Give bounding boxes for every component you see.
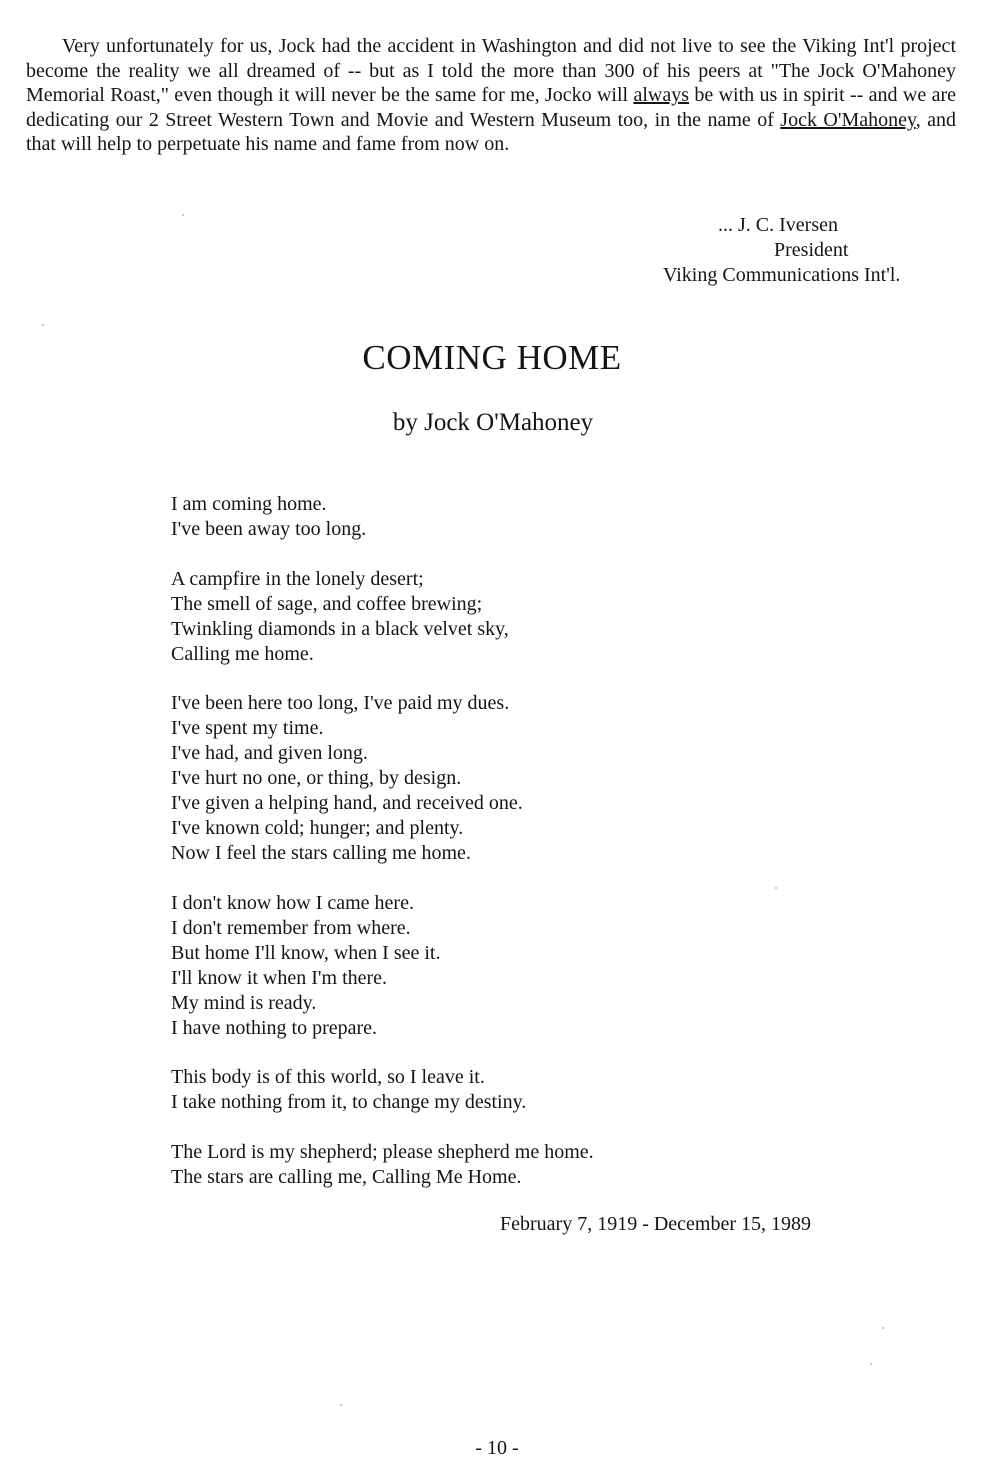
poem-body — [171, 492, 811, 1214]
scan-speck — [775, 887, 777, 889]
poem-stanza — [171, 691, 811, 866]
life-dates: February 7, 1919 - December 15, 1989 — [500, 1213, 812, 1235]
scan-speck — [882, 1327, 884, 1329]
poem-line: I have nothing to prepare. — [171, 1016, 378, 1039]
poem-line: I've spent my time. — [171, 717, 324, 739]
poem-line: I've hurt no one, or thing, by design. — [171, 767, 462, 789]
scan-speck — [340, 1404, 342, 1406]
poem-line: The stars are calling me, Calling Me Home. — [171, 1165, 522, 1188]
poem-stanza — [171, 567, 811, 667]
poem-stanza — [171, 1140, 811, 1190]
poem-line: I've been away too long. — [171, 518, 367, 540]
poem-stanza — [171, 492, 811, 542]
scan-speck — [182, 214, 184, 216]
intro-paragraph — [26, 34, 956, 157]
poem-title: COMING HOME — [362, 338, 622, 377]
page-number: - 10 - — [475, 1437, 519, 1459]
poem-line: A campfire in the lonely desert; — [171, 567, 424, 590]
poem-line: Now I feel the stars calling me home. — [171, 842, 471, 864]
intro-text-2: be with us in spirit -- and we are dedicating our 2 Street Western Town and Movie and Western Museum too, in the name of — [26, 84, 956, 131]
poem-line: But home I'll know, when I see it. — [171, 941, 441, 964]
poem-line: My mind is ready. — [171, 991, 317, 1014]
poem-line: I don't remember from where. — [171, 916, 411, 939]
poem-line: I've been here too long, I've paid my dues. — [171, 692, 510, 714]
intro-emphasis: always — [633, 84, 689, 107]
scan-speck — [870, 1363, 872, 1365]
signature-title: President — [774, 239, 849, 261]
poem-line: Calling me home. — [171, 642, 314, 665]
signature-organization: Viking Communications Int'l. — [663, 264, 901, 286]
poem-line: I am coming home. — [171, 493, 327, 515]
poem-line: I've known cold; hunger; and plenty. — [171, 817, 464, 839]
poem-author: by Jock O'Mahoney — [392, 409, 594, 436]
poem-line: The Lord is my shepherd; please shepherd me home. — [171, 1140, 594, 1163]
intro-dedicatee: Jock O'Mahoney — [780, 108, 916, 131]
scan-speck — [42, 324, 44, 326]
poem-line: I'll know it when I'm there. — [171, 966, 388, 989]
intro-text-1: Very unfortunately for us, Jock had the accident in Washington and did not live to see the Viking Int'l project become the reality we all dreamed of -- but as I told the more than 300 of his peers at "The Jock O'Mahoney Memorial Roast," even though it will never be the same for me, Jocko will — [26, 35, 956, 107]
poem-stanza — [171, 1065, 811, 1115]
poem-line: The smell of sage, and coffee brewing; — [171, 592, 483, 615]
poem-line: I take nothing from it, to change my destiny. — [171, 1091, 527, 1113]
poem-line: I've had, and given long. — [171, 742, 368, 764]
poem-stanza — [171, 891, 811, 1041]
poem-line: Twinkling diamonds in a black velvet sky, — [171, 617, 509, 640]
poem-line: This body is of this world, so I leave it. — [171, 1066, 485, 1088]
poem-line: I don't know how I came here. — [171, 891, 414, 914]
poem-line: I've given a helping hand, and received one. — [171, 792, 523, 814]
intro-text-3: , and that will help to perpetuate his name and fame from now on. — [26, 108, 956, 156]
signature-name: ... J. C. Iversen — [718, 214, 838, 236]
signature-block — [600, 213, 955, 288]
